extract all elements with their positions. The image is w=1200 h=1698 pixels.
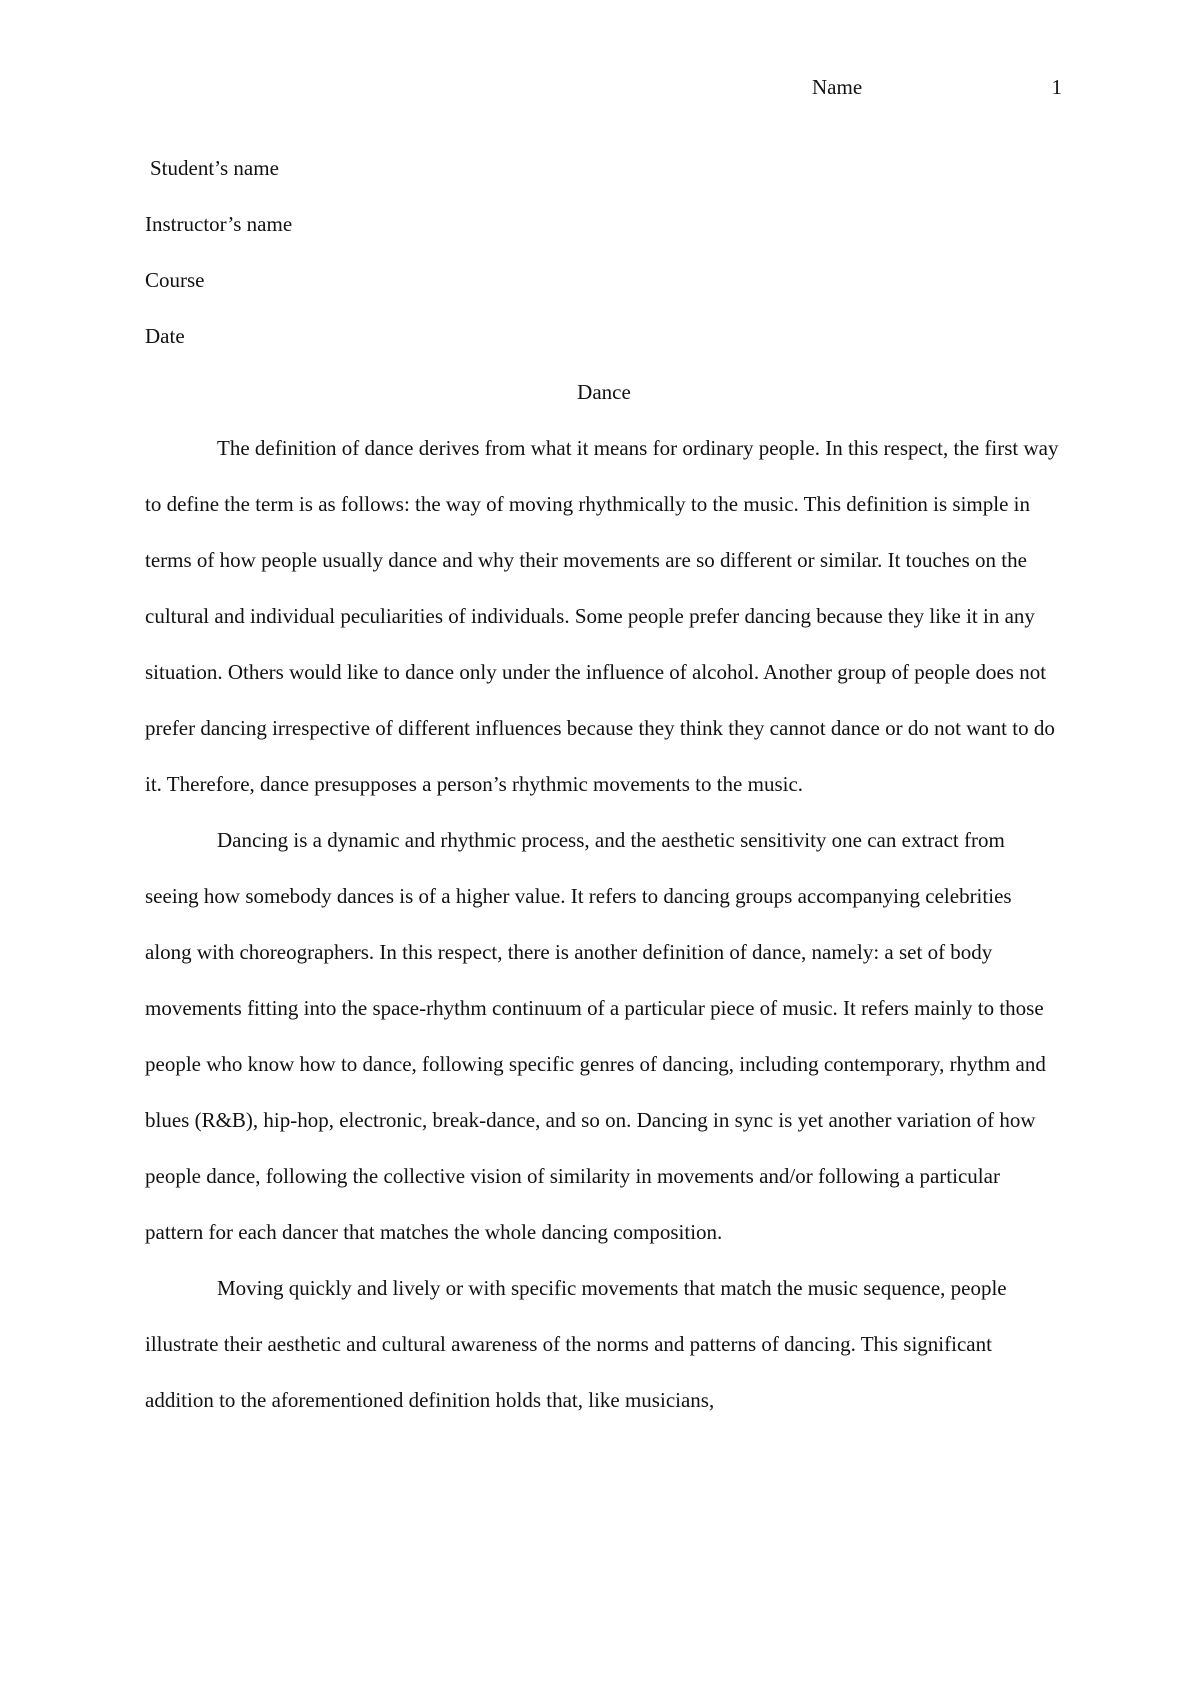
instructor-name-line: Instructor’s name bbox=[145, 212, 293, 236]
page-number: 1 bbox=[1051, 75, 1062, 99]
student-name-line: Student’s name bbox=[150, 156, 279, 180]
document-body bbox=[145, 140, 1063, 1428]
date-line: Date bbox=[145, 324, 185, 348]
body-paragraph-2: Dancing is a dynamic and rhythmic process, and the aesthetic sensitivity one can extract from seeing how somebody dances is of a higher value. It refers to dancing groups accompanying celebrities along with choreographers. In this respect, there is another definition of dance, namely: a set of body movements fitting into the space-rhythm continuum of a particular piece of music. It refers mainly to those people who know how to dance, following specific genres of dancing, including contemporary, rhythm and blues (R&B), hip-hop, electronic, break-dance, and so on. Dancing in sync is yet another variation of how people dance, following the collective vision of similarity in movements and/or following a particular pattern for each dancer that matches the whole dancing composition. bbox=[145, 828, 1046, 1244]
essay-title: Dance bbox=[577, 380, 631, 404]
course-line: Course bbox=[145, 268, 205, 292]
body-paragraph-3: Moving quickly and lively or with specific movements that match the music sequence, people illustrate their aesthetic and cultural awareness of the norms and patterns of dancing. This significant addition to the aforementioned definition holds that, like musicians, bbox=[145, 1276, 1007, 1412]
body-paragraph-1: The definition of dance derives from what it means for ordinary people. In this respect, the first way to define the term is as follows: the way of moving rhythmically to the music. This definition is simple in terms of how people usually dance and why their movements are so different or similar. It touches on the cultural and individual peculiarities of individuals. Some people prefer dancing because they like it in any situation. Others would like to dance only under the influence of alcohol. Another group of people does not prefer dancing irrespective of different influences because they think they cannot dance or do not want to do it. Therefore, dance presupposes a person’s rhythmic movements to the music. bbox=[145, 436, 1059, 796]
running-head bbox=[800, 72, 1062, 102]
running-head-name: Name bbox=[812, 75, 863, 99]
